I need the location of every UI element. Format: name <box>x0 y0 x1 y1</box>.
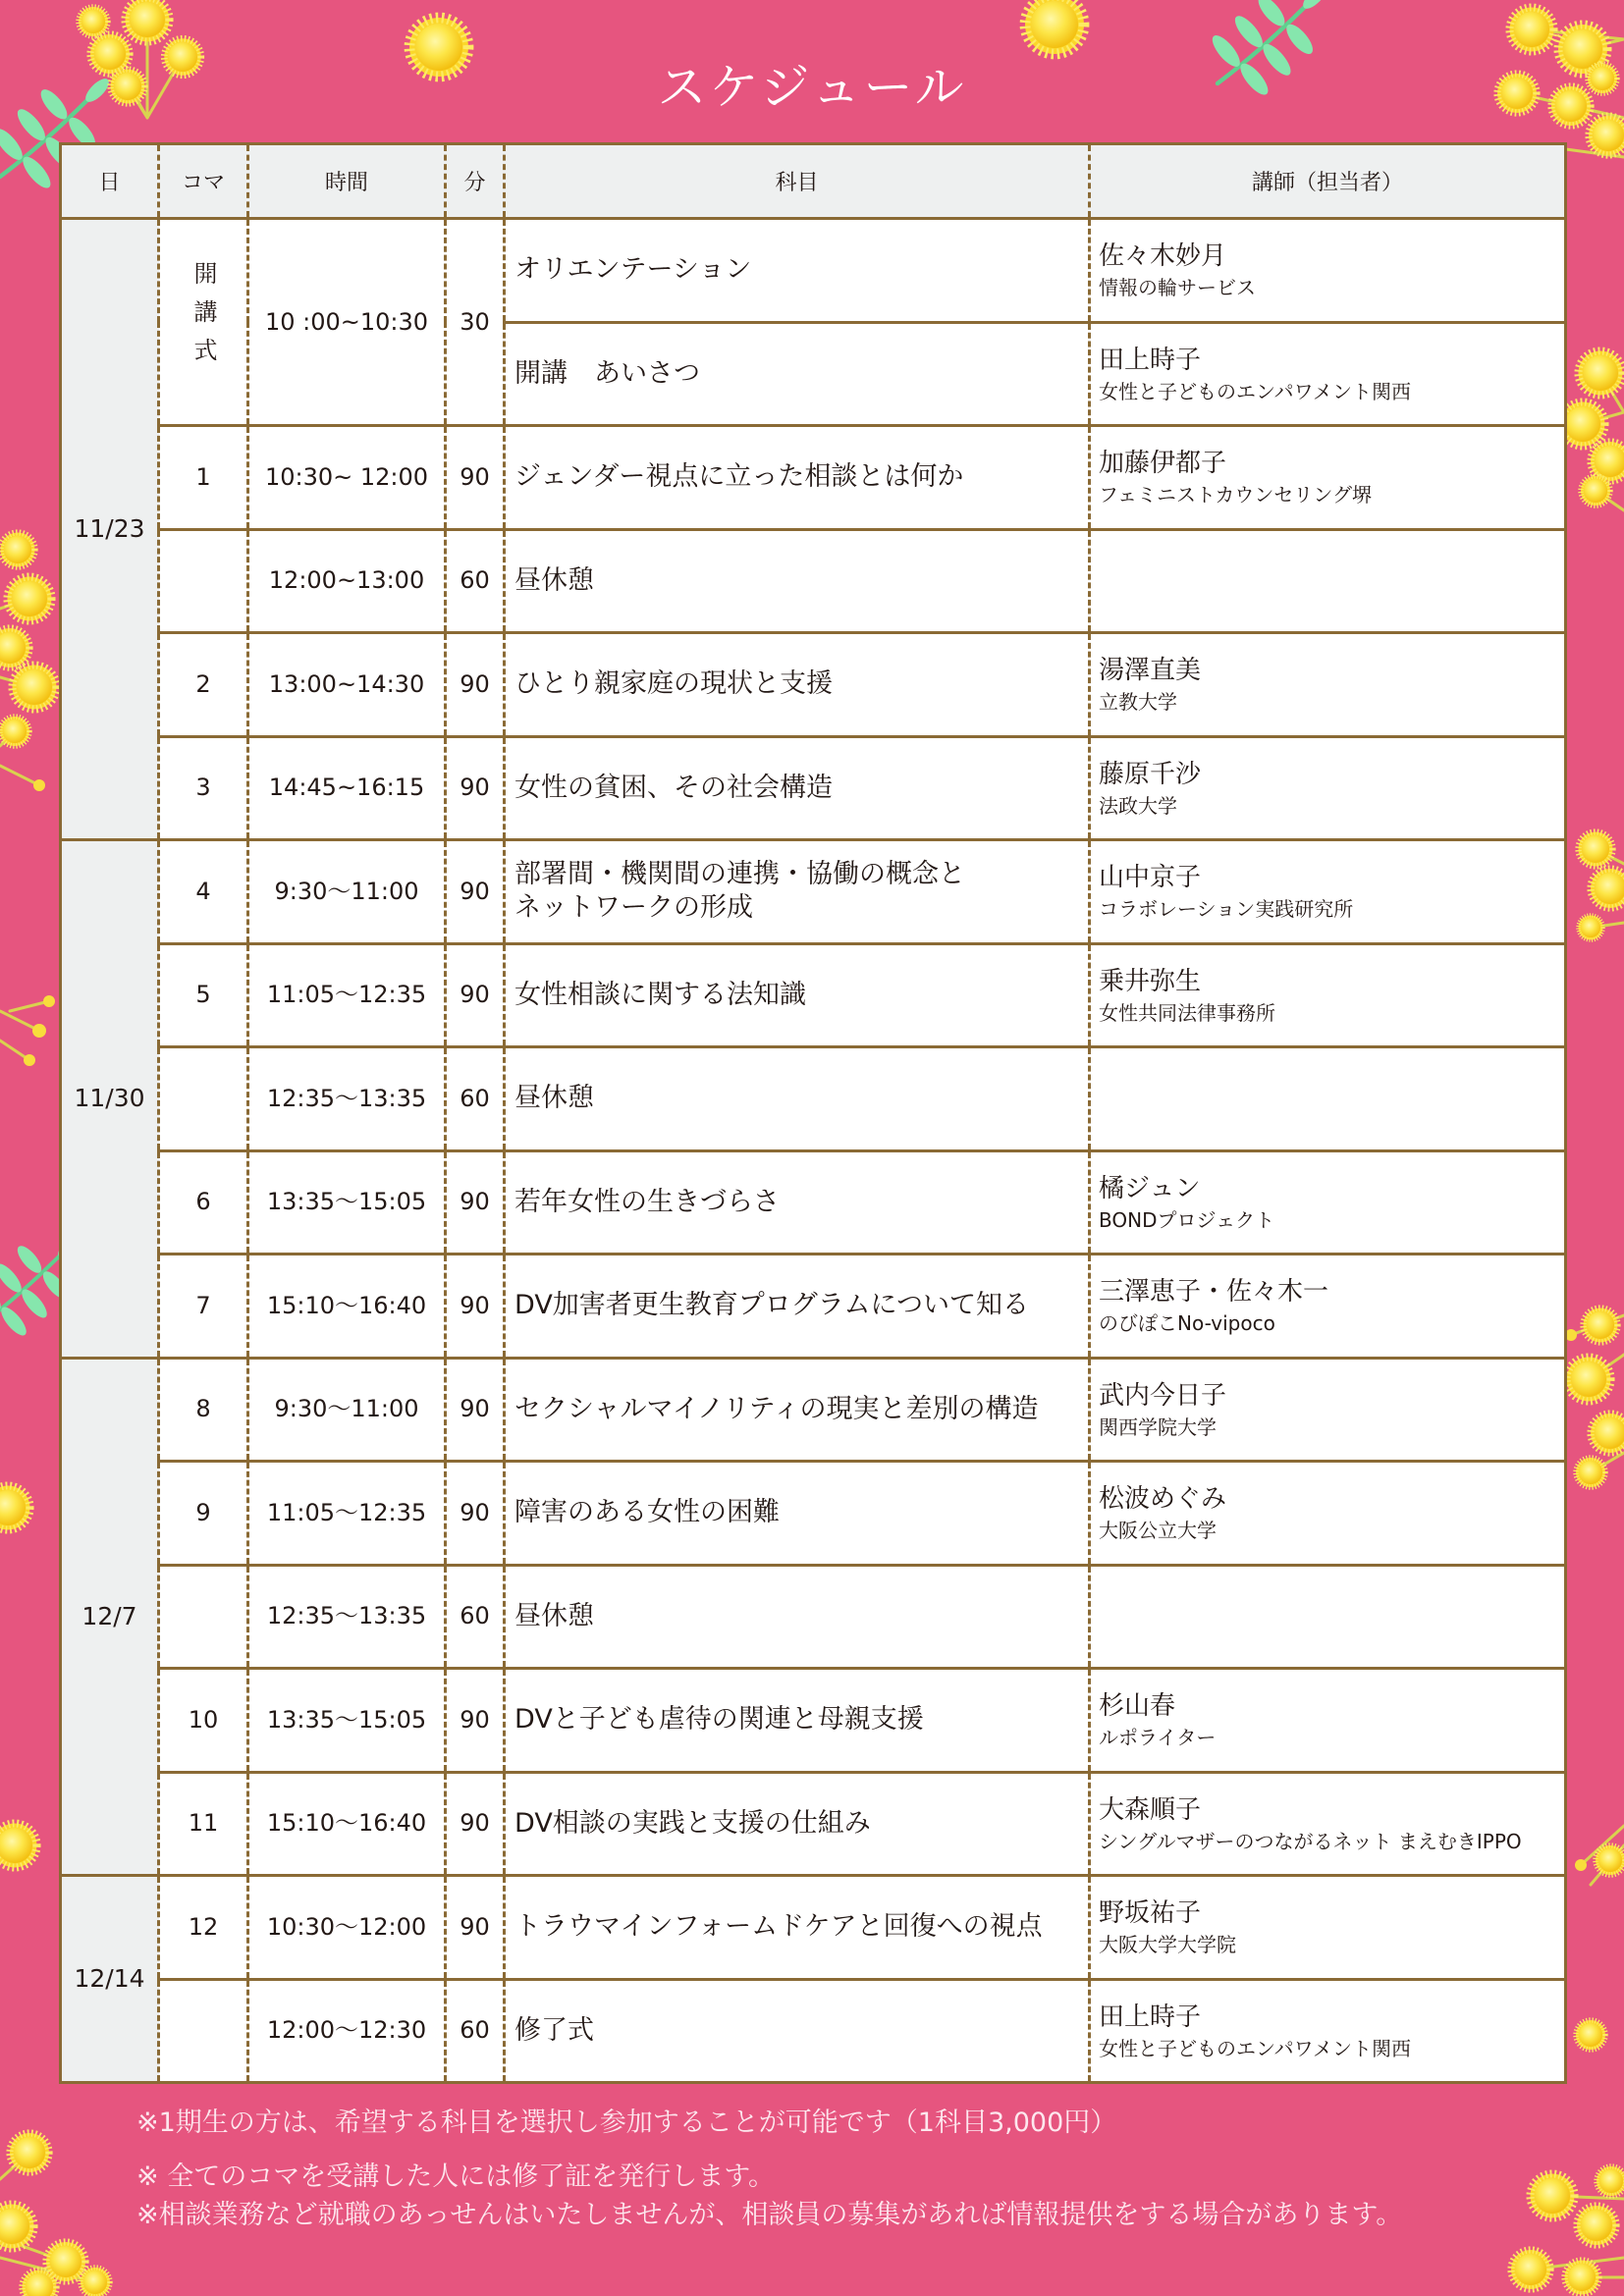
koma-cell <box>159 943 248 1047</box>
subject-cell: 女性の貧困、その社会構造 <box>505 736 1090 840</box>
session-row <box>61 1876 1566 1980</box>
date-cell: 12/7 <box>61 1358 159 1876</box>
instructor-affiliation: 情報の輪サービス <box>1099 276 1256 300</box>
subject-cell: 女性相談に関する法知識 <box>505 943 1090 1047</box>
koma-cell <box>159 1565 248 1669</box>
date-cell: 11/23 <box>61 219 159 840</box>
session-row <box>61 943 1566 1047</box>
mimosa-flower-icon <box>1511 2250 1550 2289</box>
subject-cell: 昼休憩 <box>505 1565 1090 1669</box>
koma-number: 2 <box>195 669 211 698</box>
instructor-cell <box>1090 1669 1566 1773</box>
mimosa-flower-icon <box>1597 2166 1624 2196</box>
mimosa-flower-icon <box>1 533 35 567</box>
minutes-cell: 60 <box>446 1047 505 1151</box>
time-cell: 12:00～12:30 <box>248 1979 446 2083</box>
instructor-cell <box>1090 1979 1566 2083</box>
instructor-cell <box>1090 1462 1566 1566</box>
minutes-cell: 60 <box>446 529 505 633</box>
mimosa-flower-icon <box>1584 1308 1618 1343</box>
time-cell: 12:35～13:35 <box>248 1565 446 1669</box>
time-cell: 10 :00~10:30 <box>248 219 446 426</box>
koma-number: 11 <box>188 1809 219 1838</box>
time-cell: 13:35～15:05 <box>248 1150 446 1255</box>
instructor-name: 野坂祐子 <box>1099 1898 1202 1929</box>
subject-cell: セクシャルマイノリティの現実と差別の構造 <box>505 1358 1090 1462</box>
instructor-name: 田上時子 <box>1099 2002 1202 2032</box>
footnote: ※相談業務など就職のあっせんはいたしませんが、相談員の募集があれば情報提供をする場合があります。 <box>136 2200 1403 2230</box>
page-title: スケジュール <box>657 59 967 116</box>
minutes-cell: 90 <box>446 1876 505 1980</box>
koma-cell <box>159 1876 248 1980</box>
koma-number: 9 <box>195 1498 211 1526</box>
instructor-cell <box>1090 1255 1566 1359</box>
subject-cell: オリエンテーション <box>505 219 1090 323</box>
instructor-cell <box>1090 633 1566 737</box>
header-date: 日 <box>61 144 159 219</box>
instructor-affiliation: ルポライター <box>1099 1726 1217 1750</box>
minutes-cell: 30 <box>446 219 505 426</box>
time-cell: 11:05～12:35 <box>248 943 446 1047</box>
instructor-affiliation: シングルマザーのつながるネット まえむきIPPO <box>1099 1829 1522 1853</box>
subject-cell: トラウマインフォームドケアと回復への視点 <box>505 1876 1090 1980</box>
time-cell: 10:30~ 12:00 <box>248 426 446 530</box>
koma-number: 7 <box>195 1291 211 1319</box>
instructor-affiliation: コラボレーション実践研究所 <box>1099 897 1354 922</box>
minutes-cell: 60 <box>446 1979 505 2083</box>
unnumbered-row <box>61 529 1566 633</box>
time-cell: 12:35～13:35 <box>248 1047 446 1151</box>
mimosa-flower-icon <box>46 2242 85 2281</box>
koma-cell <box>159 219 248 426</box>
mimosa-flower-icon <box>1579 832 1613 867</box>
mimosa-flower-icon <box>1591 442 1624 481</box>
schedule-table <box>59 142 1567 2084</box>
koma-cell <box>159 1772 248 1876</box>
mimosa-flower-icon <box>10 2133 49 2172</box>
subject-cell: ジェンダー視点に立った相談とは何か <box>505 426 1090 530</box>
footnote: ※ 全てのコマを受講した人には修了証を発行します。 <box>136 2162 776 2192</box>
unnumbered-row <box>61 1047 1566 1151</box>
time-cell: 10:30～12:00 <box>248 1876 446 1980</box>
time-cell: 11:05～12:35 <box>248 1462 446 1566</box>
header-time: 時間 <box>248 144 446 219</box>
instructor-affiliation: 立教大学 <box>1099 690 1177 715</box>
instructor-cell <box>1090 1358 1566 1462</box>
minutes-cell: 90 <box>446 633 505 737</box>
mimosa-flower-icon <box>0 1824 36 1868</box>
mimosa-flower-icon <box>1576 1458 1605 1487</box>
mimosa-flower-icon <box>1596 1845 1624 1875</box>
session-row <box>61 219 1566 323</box>
unnumbered-row <box>61 1979 1566 2083</box>
minutes-cell: 90 <box>446 1255 505 1359</box>
minutes-cell: 90 <box>446 840 505 944</box>
minutes-cell: 90 <box>446 1150 505 1255</box>
session-row <box>61 1669 1566 1773</box>
instructor-name: 加藤伊都子 <box>1099 449 1227 479</box>
koma-cell <box>159 633 248 737</box>
subject-cell: DV相談の実践と支援の仕組み <box>505 1772 1090 1876</box>
mimosa-flower-icon <box>7 577 51 621</box>
instructor-name: 大森順子 <box>1099 1794 1202 1825</box>
minutes-cell: 90 <box>446 1358 505 1462</box>
minutes-cell: 90 <box>446 943 505 1047</box>
instructor-name: 山中京子 <box>1099 863 1202 893</box>
koma-cell <box>159 1462 248 1566</box>
koma-number: 10 <box>188 1705 219 1734</box>
instructor-affiliation: 大阪公立大学 <box>1099 1519 1217 1543</box>
instructor-name: 武内今日子 <box>1099 1380 1227 1411</box>
instructor-cell <box>1090 840 1566 944</box>
date-cell: 12/14 <box>61 1876 159 2083</box>
mimosa-flower-icon <box>1579 351 1623 396</box>
session-row <box>61 1772 1566 1876</box>
mimosa-flower-icon <box>79 7 108 36</box>
koma-number: 8 <box>195 1395 211 1423</box>
koma-cell <box>159 1358 248 1462</box>
subject-cell: 障害のある女性の困難 <box>505 1462 1090 1566</box>
instructor-cell <box>1090 736 1566 840</box>
instructor-name: 橘ジュン <box>1099 1173 1201 1203</box>
instructor-affiliation: 女性と子どものエンパワメント関西 <box>1099 379 1411 403</box>
mimosa-flower-icon <box>1591 1414 1624 1453</box>
header-minutes: 分 <box>446 144 505 219</box>
time-cell: 15:10～16:40 <box>248 1255 446 1359</box>
koma-number: 5 <box>195 981 211 1009</box>
instructor-cell <box>1090 943 1566 1047</box>
session-row <box>61 426 1566 530</box>
mimosa-flower-icon <box>1577 2206 1616 2245</box>
koma-number: 12 <box>188 1912 219 1941</box>
koma-number: 6 <box>195 1188 211 1216</box>
instructor-name: 湯澤直美 <box>1099 656 1202 686</box>
header-subject: 科目 <box>505 144 1090 219</box>
header-koma: コマ <box>159 144 248 219</box>
header-instructor: 講師（担当者） <box>1090 144 1566 219</box>
instructor-name: 藤原千沙 <box>1099 759 1202 789</box>
koma-number: 3 <box>195 774 211 802</box>
instructor-affiliation: BONDプロジェクト <box>1099 1207 1275 1232</box>
mimosa-flower-icon <box>1510 7 1554 51</box>
instructor-cell <box>1090 1565 1566 1669</box>
time-cell: 13:00~14:30 <box>248 633 446 737</box>
mimosa-flower-icon <box>1567 1358 1611 1402</box>
session-row <box>61 840 1566 944</box>
session-row <box>61 1150 1566 1255</box>
instructor-cell <box>1090 1772 1566 1876</box>
instructor-cell <box>1090 426 1566 530</box>
minutes-cell: 60 <box>446 1565 505 1669</box>
minutes-cell: 90 <box>446 1669 505 1773</box>
session-row <box>61 1255 1566 1359</box>
mimosa-flower-icon <box>12 666 56 710</box>
session-row <box>61 736 1566 840</box>
session-row <box>61 1462 1566 1566</box>
time-cell: 15:10～16:40 <box>248 1772 446 1876</box>
time-cell: 9:30～11:00 <box>248 1358 446 1462</box>
instructor-affiliation: 女性と子どものエンパワメント関西 <box>1099 2036 1411 2060</box>
minutes-cell: 90 <box>446 1772 505 1876</box>
mimosa-flower-icon <box>1565 2261 1599 2295</box>
date-cell: 11/30 <box>61 840 159 1359</box>
time-cell: 9:30～11:00 <box>248 840 446 944</box>
mimosa-flower-icon <box>1531 2174 1575 2218</box>
instructor-cell <box>1090 219 1566 323</box>
koma-cell <box>159 1979 248 2083</box>
subject-cell: ひとり親家庭の現状と支援 <box>505 633 1090 737</box>
koma-cell <box>159 1150 248 1255</box>
instructor-affiliation: 大阪大学大学院 <box>1099 1933 1236 1957</box>
mimosa-flower-icon <box>81 2268 110 2296</box>
instructor-name: 杉山春 <box>1099 1691 1176 1722</box>
instructor-affiliation: 女性共同法律事務所 <box>1099 1000 1275 1025</box>
schedule-body <box>61 219 1566 2083</box>
mimosa-flower-icon <box>1579 916 1603 940</box>
koma-cell <box>159 1255 248 1359</box>
mimosa-flower-icon <box>23 2270 57 2296</box>
instructor-cell <box>1090 1876 1566 1980</box>
instructor-name: 田上時子 <box>1099 345 1202 375</box>
koma-cell <box>159 840 248 944</box>
mimosa-flower-icon <box>126 0 170 41</box>
mimosa-flower-icon <box>1589 116 1624 155</box>
session-row <box>61 633 1566 737</box>
subject-cell: DVと子ども虐待の関連と母親支援 <box>505 1669 1090 1773</box>
instructor-name: 三澤恵子・佐々木一 <box>1099 1277 1329 1308</box>
instructor-cell <box>1090 1150 1566 1255</box>
instructor-cell <box>1090 322 1566 426</box>
subject-cell: DV加害者更生教育プログラムについて知る <box>505 1255 1090 1359</box>
mimosa-flower-icon <box>0 2205 33 2249</box>
subject-cell: 若年女性の生きづらさ <box>505 1150 1090 1255</box>
header-row <box>61 144 1566 219</box>
time-cell: 14:45~16:15 <box>248 736 446 840</box>
instructor-cell <box>1090 529 1566 633</box>
footnote: ※1期生の方は、希望する科目を選択し参加することが可能です（1科目3,000円） <box>136 2108 1117 2138</box>
instructor-cell <box>1090 1047 1566 1151</box>
koma-cell <box>159 736 248 840</box>
instructor-affiliation: のびぽこNo-vipoco <box>1099 1311 1275 1336</box>
instructor-name: 乗井弥生 <box>1099 966 1202 996</box>
subject-cell: 修了式 <box>505 1979 1090 2083</box>
koma-number: 4 <box>195 877 211 905</box>
instructor-affiliation: フェミニストカウンセリング堺 <box>1099 483 1372 507</box>
subject-cell: 部署間・機関間の連携・協働の概念と ネットワークの形成 <box>505 840 1090 944</box>
minutes-cell: 90 <box>446 736 505 840</box>
mimosa-flower-icon <box>1591 869 1624 908</box>
time-cell: 13:35～15:05 <box>248 1669 446 1773</box>
koma-cell <box>159 529 248 633</box>
subject-cell: 昼休憩 <box>505 529 1090 633</box>
minutes-cell: 90 <box>446 1462 505 1566</box>
mimosa-flower-icon <box>0 628 29 667</box>
mimosa-flower-icon <box>1025 0 1084 54</box>
mimosa-flower-icon <box>1561 402 1605 447</box>
instructor-name: 松波めぐみ <box>1099 1484 1227 1515</box>
instructor-affiliation: 法政大学 <box>1099 793 1177 818</box>
instructor-affiliation: 関西学院大学 <box>1099 1415 1217 1439</box>
mimosa-flower-icon <box>1576 2020 1605 2050</box>
ceremony-label: 開講式 <box>189 261 217 377</box>
time-cell: 12:00~13:00 <box>248 529 446 633</box>
minutes-cell: 90 <box>446 426 505 530</box>
koma-cell <box>159 426 248 530</box>
session-row <box>61 1358 1566 1462</box>
instructor-name: 佐々木妙月 <box>1099 241 1227 272</box>
unnumbered-row <box>61 1565 1566 1669</box>
subject-cell: 昼休憩 <box>505 1047 1090 1151</box>
koma-number: 1 <box>195 462 211 491</box>
subject-cell: 開講 あいさつ <box>505 322 1090 426</box>
mimosa-flower-icon <box>0 1486 29 1530</box>
koma-cell <box>159 1669 248 1773</box>
koma-cell <box>159 1047 248 1151</box>
mimosa-flower-icon <box>0 717 29 746</box>
mimosa-flower-icon <box>1581 476 1610 506</box>
